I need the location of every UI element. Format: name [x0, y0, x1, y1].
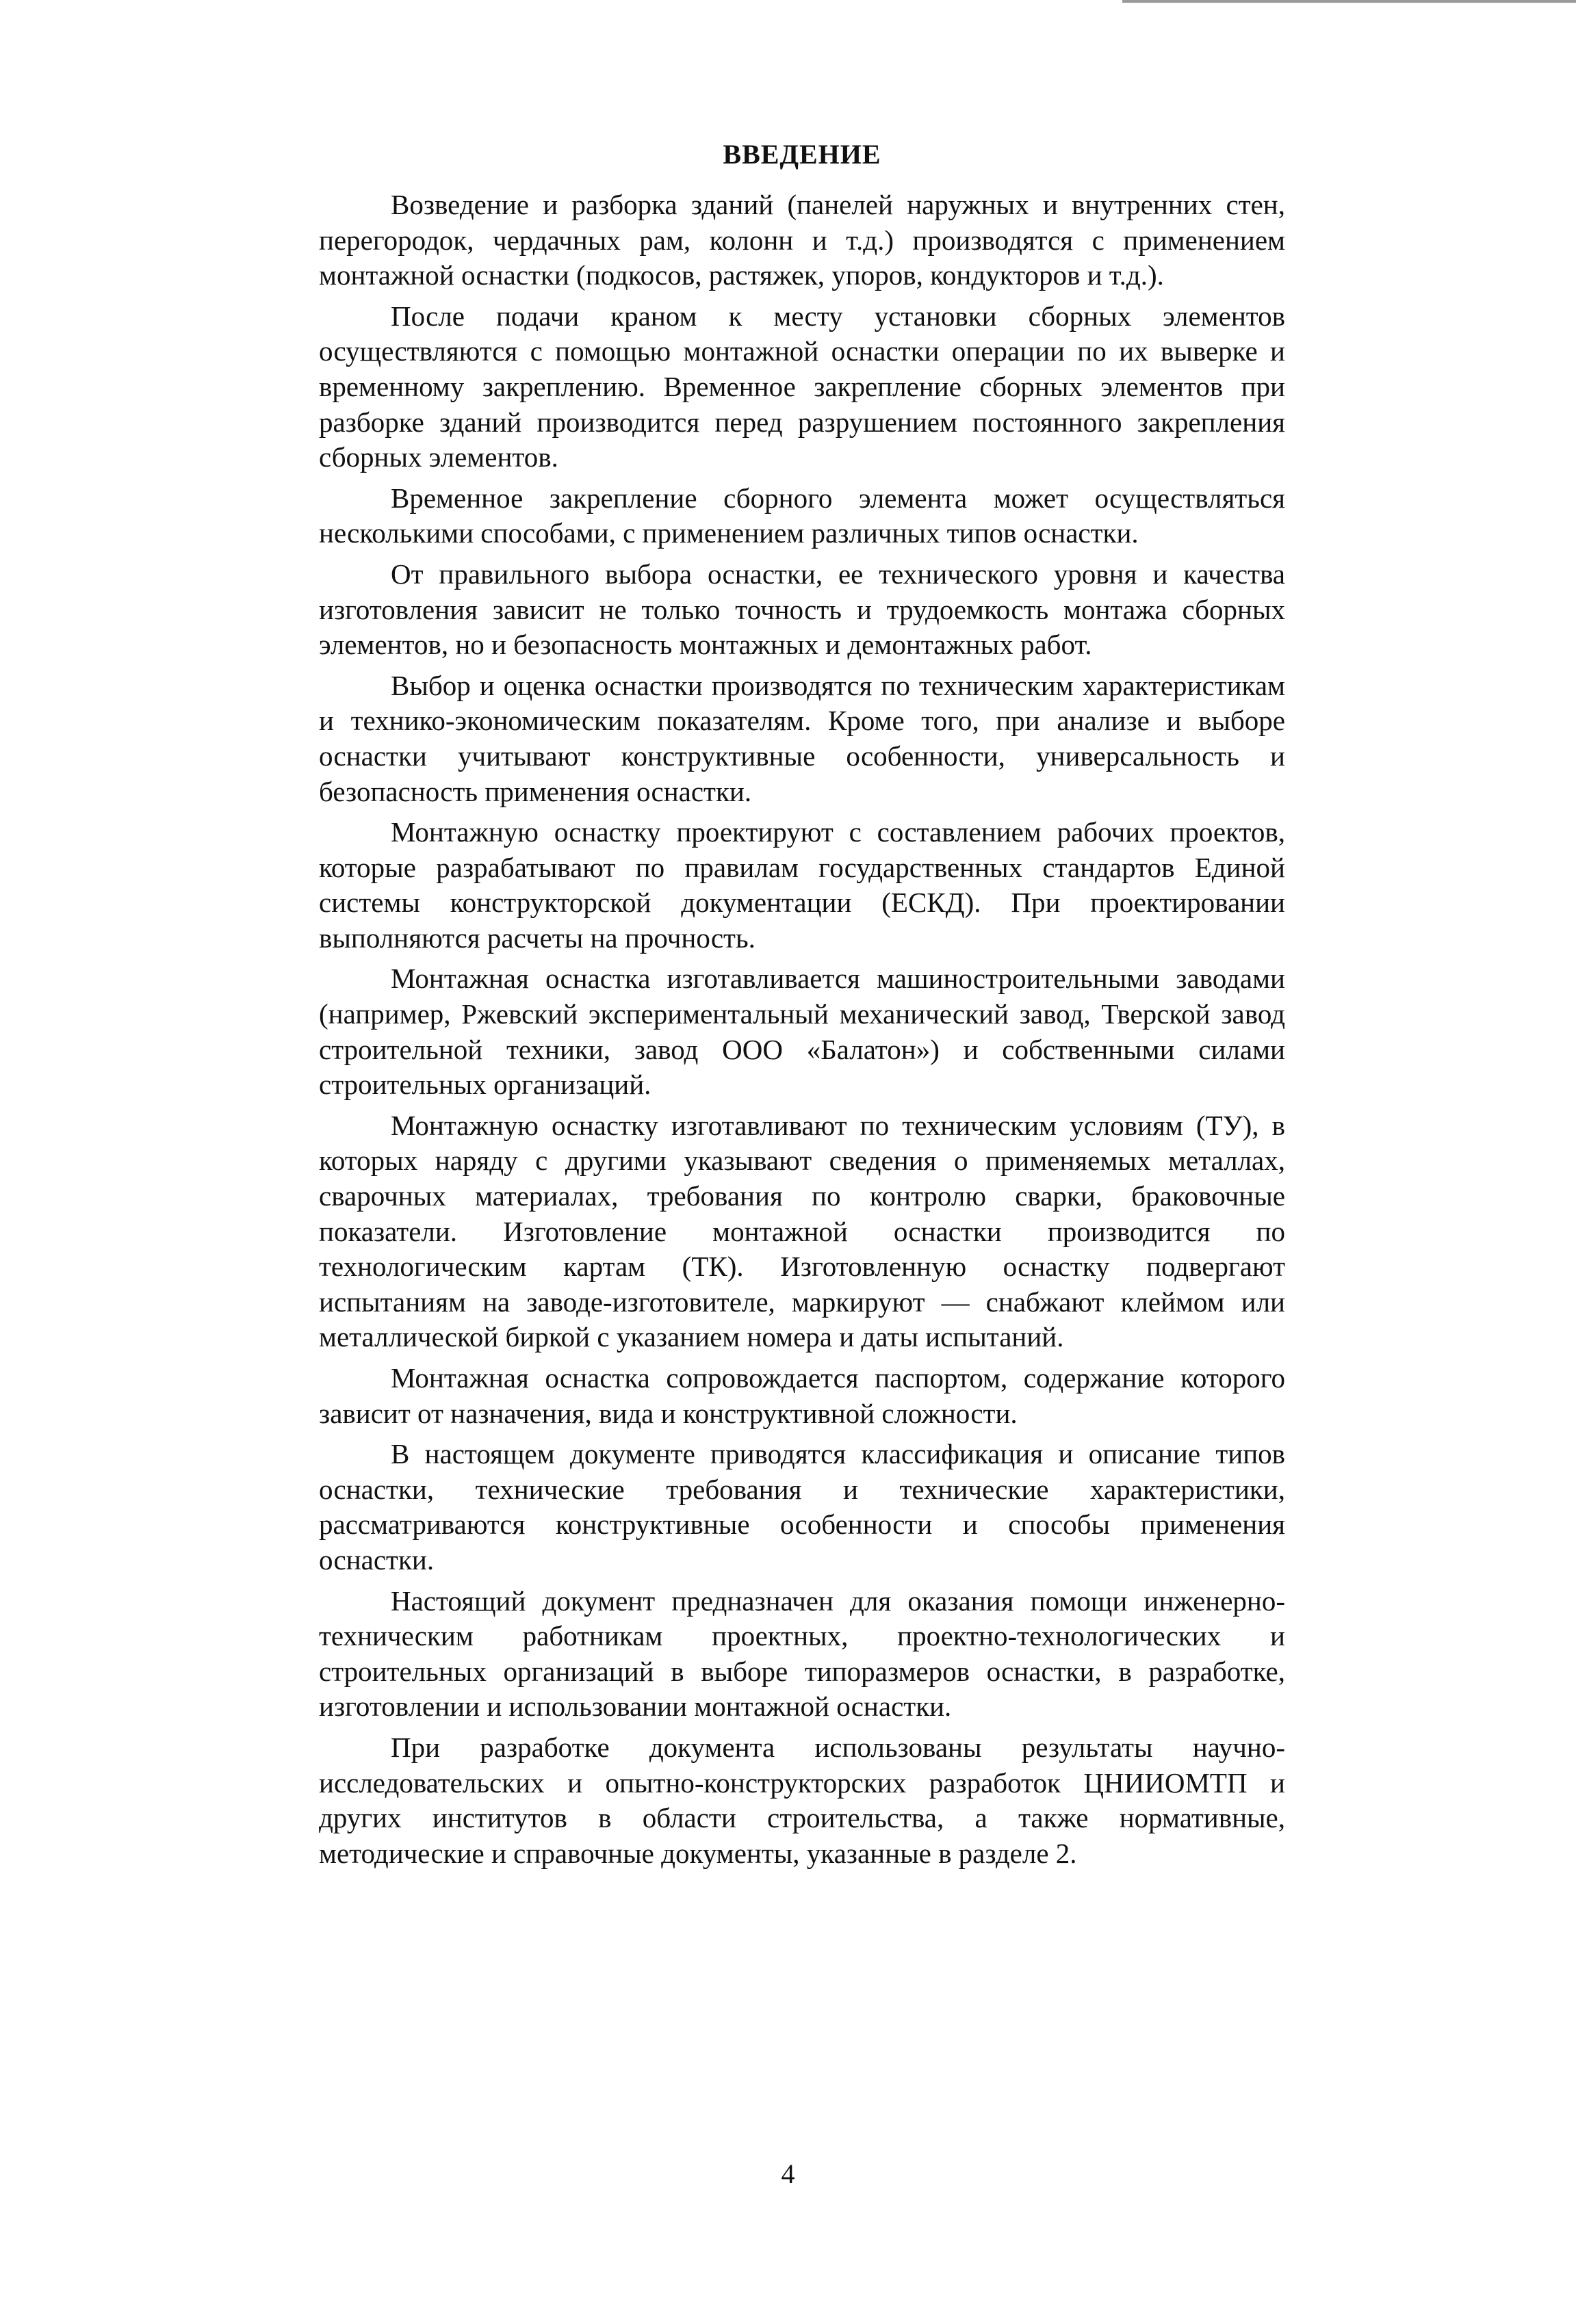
paragraph: Временное закрепление сборного элемента может осуществляться несколькими способами, с применением различных типов оснастки.	[319, 482, 1285, 549]
paragraph: Настоящий документ предназначен для оказания помощи инженерно-техническим работникам проектных, проектно-технологических и строительных организаций в выборе типоразмеров оснастки, в разработке, изготовлении и использовании монтажной оснастки.	[319, 1584, 1285, 1723]
paragraph: Монтажную оснастку проектируют с составлением рабочих проектов, которые разрабатывают по правилам государственных стандартов Единой системы конструкторской документации (ЕСКД). При проектировании выполняются расчеты на прочность.	[319, 816, 1285, 954]
scan-top-rule	[1122, 0, 1576, 3]
page-number: 4	[781, 2158, 795, 2189]
document-page	[319, 137, 1285, 1877]
paragraph: Монтажная оснастка сопровождается паспортом, содержание которого зависит от назначения, вида и конструктивной сложности.	[319, 1362, 1285, 1429]
paragraph: При разработке документа использованы результаты научно-исследовательских и опытно-конструкторских разработок ЦНИИОМТП и других институтов в области строительства, а также нормативные, методические и справочные документы, указанные в разделе 2.	[319, 1731, 1285, 1869]
paragraph: Монтажную оснастку изготавливают по техническим условиям (ТУ), в которых наряду с другими указывают сведения о применяемых металлах, сварочных материалах, требования по контролю сварки, браковочные показатели. Изготовление монтажной оснастки производится по технологическим картам (ТК). Изготовленную оснастку подвергают испытаниям на заводе-изготовителе, маркируют — снабжают клеймом или металлической биркой с указанием номера и даты испытаний.	[319, 1109, 1285, 1353]
paragraph: Монтажная оснастка изготавливается машиностроительными заводами (например, Ржевский экспериментальный механический завод, Тверской завод строительной техники, завод ООО «Балатон») и собственными силами строительных организаций.	[319, 963, 1285, 1101]
paragraph: Возведение и разборка зданий (панелей наружных и внутренних стен, перегородок, чердачных рам, колонн и т.д.) производятся с применением монтажной оснастки (подкосов, растяжек, упоров, кондукторов и т.д.).	[319, 189, 1285, 291]
section-heading: ВВЕДЕНИЕ	[723, 139, 881, 170]
paragraph: После подачи краном к месту установки сборных элементов осуществляются с помощью монтажной оснастки операции по их выверке и временному закреплению. Временное закрепление сборных элементов при разборке зданий производится перед разрушением постоянного закрепления сборных элементов.	[319, 300, 1285, 473]
paragraph: Выбор и оценка оснастки производятся по техническим характеристикам и технико-экономическим показателям. Кроме того, при анализе и выборе оснастки учитывают конструктивные особенности, универсальность и безопасность применения оснастки.	[319, 669, 1285, 807]
paragraph: От правильного выбора оснастки, ее технического уровня и качества изготовления зависит не только точность и трудоемкость монтажа сборных элементов, но и безопасность монтажных и демонтажных работ.	[319, 558, 1285, 661]
paragraph: В настоящем документе приводятся классификация и описание типов оснастки, технические требования и технические характеристики, рассматриваются конструктивные особенности и способы применения оснастки.	[319, 1438, 1285, 1576]
